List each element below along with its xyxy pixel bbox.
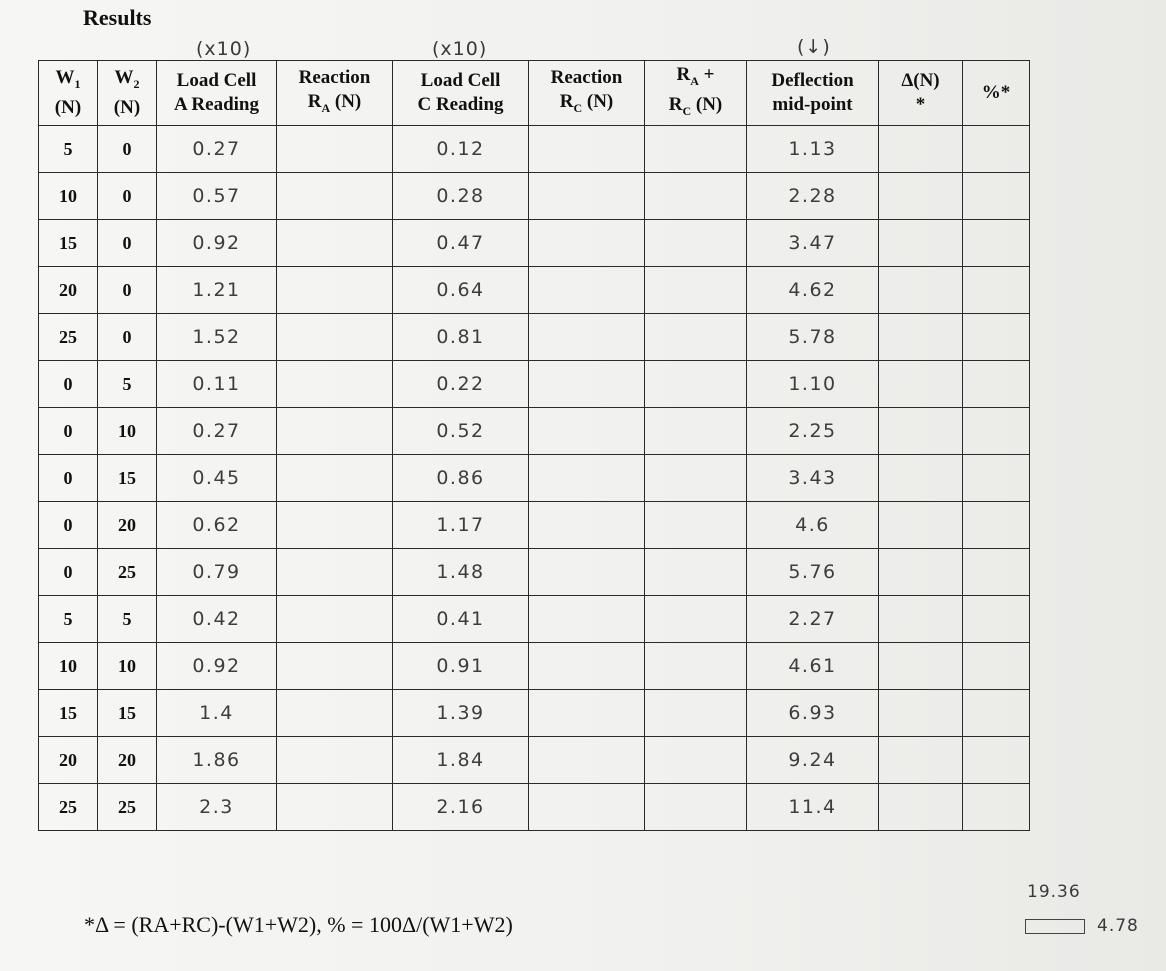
cell-w1: 0: [39, 455, 98, 502]
cell-load-cell-c: 0.81: [393, 314, 529, 361]
cell-load-cell-c: 0.64: [393, 267, 529, 314]
cell-load-cell-a: 0.92: [157, 220, 277, 267]
table-row: [39, 173, 1030, 220]
cell-delta: [879, 314, 963, 361]
cell-delta: [879, 126, 963, 173]
header-reaction-rc: Reaction $R_C$ (N): [529, 61, 645, 126]
cell-w1: 25: [39, 784, 98, 831]
cell-load-cell-a: 1.21: [157, 267, 277, 314]
cell-load-cell-c: 0.91: [393, 643, 529, 690]
cell-delta: [879, 643, 963, 690]
header-delta: Δ(N) *: [879, 61, 963, 126]
cell-reaction-rc: [529, 784, 645, 831]
cell-reaction-ra: [277, 126, 393, 173]
cell-load-cell-a: 0.62: [157, 502, 277, 549]
cell-delta: [879, 455, 963, 502]
cell-reaction-rc: [529, 596, 645, 643]
cell-w1: 20: [39, 267, 98, 314]
cell-percent: [963, 596, 1030, 643]
cell-w1: 0: [39, 408, 98, 455]
cell-reaction-rc: [529, 126, 645, 173]
cell-w2: 0: [98, 314, 157, 361]
cell-ra-plus-rc: [645, 173, 747, 220]
cell-w2: 0: [98, 173, 157, 220]
header-ra-plus-rc: $R_A$ + $R_C$ (N): [645, 61, 747, 126]
table-row: [39, 267, 1030, 314]
cell-load-cell-a: 1.52: [157, 314, 277, 361]
header-w1: $W_1$ (N): [39, 61, 98, 126]
cell-reaction-ra: [277, 455, 393, 502]
table-row: [39, 361, 1030, 408]
header-percent: %*: [963, 61, 1030, 126]
cell-delta: [879, 690, 963, 737]
cell-load-cell-c: 0.12: [393, 126, 529, 173]
table-row: [39, 596, 1030, 643]
cell-load-cell-c: 0.47: [393, 220, 529, 267]
cell-reaction-rc: [529, 690, 645, 737]
cell-ra-plus-rc: [645, 361, 747, 408]
cell-percent: [963, 220, 1030, 267]
cell-w2: 25: [98, 549, 157, 596]
cell-reaction-rc: [529, 361, 645, 408]
cell-w1: 15: [39, 220, 98, 267]
results-table: [38, 60, 1030, 831]
margin-note-box: [1025, 919, 1085, 934]
cell-reaction-ra: [277, 737, 393, 784]
cell-percent: [963, 455, 1030, 502]
cell-deflection: 3.43: [747, 455, 879, 502]
cell-percent: [963, 549, 1030, 596]
margin-note-side: 4.78: [1097, 916, 1139, 936]
cell-percent: [963, 784, 1030, 831]
cell-w2: 5: [98, 596, 157, 643]
table-row: [39, 455, 1030, 502]
cell-percent: [963, 361, 1030, 408]
cell-reaction-ra: [277, 408, 393, 455]
table-row: [39, 314, 1030, 361]
cell-reaction-rc: [529, 314, 645, 361]
cell-deflection: 2.28: [747, 173, 879, 220]
cell-load-cell-a: 2.3: [157, 784, 277, 831]
cell-reaction-ra: [277, 784, 393, 831]
cell-delta: [879, 737, 963, 784]
cell-ra-plus-rc: [645, 126, 747, 173]
cell-load-cell-a: 0.42: [157, 596, 277, 643]
cell-w2: 10: [98, 408, 157, 455]
cell-delta: [879, 220, 963, 267]
cell-reaction-ra: [277, 549, 393, 596]
cell-ra-plus-rc: [645, 690, 747, 737]
cell-reaction-ra: [277, 173, 393, 220]
formula-footnote: *Δ = (RA+RC)-(W1+W2), % = 100Δ/(W1+W2): [84, 912, 513, 937]
cell-ra-plus-rc: [645, 408, 747, 455]
cell-deflection: 6.93: [747, 690, 879, 737]
cell-w1: 25: [39, 314, 98, 361]
cell-load-cell-c: 0.22: [393, 361, 529, 408]
cell-percent: [963, 126, 1030, 173]
cell-deflection: 1.10: [747, 361, 879, 408]
cell-reaction-rc: [529, 643, 645, 690]
cell-reaction-ra: [277, 314, 393, 361]
cell-load-cell-c: 1.48: [393, 549, 529, 596]
cell-load-cell-c: 1.17: [393, 502, 529, 549]
cell-load-cell-a: 1.4: [157, 690, 277, 737]
header-w2: $W_2$ (N): [98, 61, 157, 126]
cell-delta: [879, 408, 963, 455]
cell-ra-plus-rc: [645, 549, 747, 596]
cell-reaction-ra: [277, 220, 393, 267]
cell-reaction-ra: [277, 361, 393, 408]
cell-reaction-rc: [529, 737, 645, 784]
cell-delta: [879, 267, 963, 314]
cell-deflection: 1.13: [747, 126, 879, 173]
cell-load-cell-a: 0.57: [157, 173, 277, 220]
cell-reaction-rc: [529, 455, 645, 502]
header-reaction-ra: Reaction $R_A$ (N): [277, 61, 393, 126]
cell-delta: [879, 502, 963, 549]
cell-load-cell-a: 0.27: [157, 126, 277, 173]
cell-reaction-ra: [277, 267, 393, 314]
cell-percent: [963, 690, 1030, 737]
cell-deflection: 11.4: [747, 784, 879, 831]
cell-delta: [879, 784, 963, 831]
cell-delta: [879, 173, 963, 220]
cell-reaction-rc: [529, 549, 645, 596]
cell-w1: 10: [39, 173, 98, 220]
cell-load-cell-c: 0.86: [393, 455, 529, 502]
cell-percent: [963, 267, 1030, 314]
cell-delta: [879, 596, 963, 643]
cell-deflection: 2.27: [747, 596, 879, 643]
cell-deflection: 9.24: [747, 737, 879, 784]
table-row: [39, 126, 1030, 173]
cell-w2: 25: [98, 784, 157, 831]
cell-deflection: 4.62: [747, 267, 879, 314]
table-row: [39, 737, 1030, 784]
header-load-cell-c: Load Cell C Reading: [393, 61, 529, 126]
table-row: [39, 690, 1030, 737]
cell-reaction-ra: [277, 643, 393, 690]
table-row: [39, 502, 1030, 549]
cell-load-cell-c: 0.41: [393, 596, 529, 643]
table-row: [39, 549, 1030, 596]
cell-load-cell-a: 0.79: [157, 549, 277, 596]
header-deflection: Deflection mid-point: [747, 61, 879, 126]
cell-w1: 15: [39, 690, 98, 737]
table-row: [39, 643, 1030, 690]
margin-note-total: 19.36: [1027, 882, 1081, 902]
cell-w2: 15: [98, 690, 157, 737]
cell-delta: [879, 549, 963, 596]
cell-w1: 5: [39, 126, 98, 173]
cell-reaction-ra: [277, 596, 393, 643]
cell-ra-plus-rc: [645, 502, 747, 549]
cell-w1: 10: [39, 643, 98, 690]
scale-note-load-cell-a: (x10): [196, 38, 252, 60]
cell-w2: 0: [98, 267, 157, 314]
cell-load-cell-c: 0.52: [393, 408, 529, 455]
cell-ra-plus-rc: [645, 314, 747, 361]
table-header-row: [39, 61, 1030, 126]
cell-percent: [963, 314, 1030, 361]
cell-w2: 0: [98, 126, 157, 173]
table-row: [39, 408, 1030, 455]
cell-w1: 5: [39, 596, 98, 643]
cell-deflection: 4.6: [747, 502, 879, 549]
cell-deflection: 2.25: [747, 408, 879, 455]
cell-load-cell-c: 1.39: [393, 690, 529, 737]
section-heading: Results: [83, 5, 152, 30]
cell-w2: 20: [98, 737, 157, 784]
cell-w2: 15: [98, 455, 157, 502]
cell-ra-plus-rc: [645, 596, 747, 643]
table-row: [39, 220, 1030, 267]
cell-ra-plus-rc: [645, 220, 747, 267]
cell-load-cell-a: 0.92: [157, 643, 277, 690]
cell-load-cell-a: 0.27: [157, 408, 277, 455]
cell-w1: 0: [39, 502, 98, 549]
scale-note-load-cell-c: (x10): [432, 38, 488, 60]
table-row: [39, 784, 1030, 831]
cell-ra-plus-rc: [645, 737, 747, 784]
cell-load-cell-c: 2.16: [393, 784, 529, 831]
cell-reaction-rc: [529, 408, 645, 455]
cell-load-cell-a: 0.11: [157, 361, 277, 408]
cell-ra-plus-rc: [645, 784, 747, 831]
cell-percent: [963, 173, 1030, 220]
cell-reaction-ra: [277, 690, 393, 737]
cell-w1: 0: [39, 549, 98, 596]
cell-deflection: 4.61: [747, 643, 879, 690]
cell-ra-plus-rc: [645, 455, 747, 502]
cell-w2: 20: [98, 502, 157, 549]
cell-percent: [963, 737, 1030, 784]
cell-reaction-ra: [277, 502, 393, 549]
cell-reaction-rc: [529, 502, 645, 549]
cell-reaction-rc: [529, 173, 645, 220]
cell-w1: 20: [39, 737, 98, 784]
header-load-cell-a: Load Cell A Reading: [157, 61, 277, 126]
cell-deflection: 3.47: [747, 220, 879, 267]
cell-load-cell-c: 0.28: [393, 173, 529, 220]
cell-load-cell-c: 1.84: [393, 737, 529, 784]
cell-load-cell-a: 1.86: [157, 737, 277, 784]
cell-reaction-rc: [529, 220, 645, 267]
cell-deflection: 5.78: [747, 314, 879, 361]
cell-delta: [879, 361, 963, 408]
cell-percent: [963, 408, 1030, 455]
cell-deflection: 5.76: [747, 549, 879, 596]
cell-w1: 0: [39, 361, 98, 408]
cell-w2: 5: [98, 361, 157, 408]
cell-ra-plus-rc: [645, 643, 747, 690]
cell-percent: [963, 643, 1030, 690]
direction-note-deflection: (↓): [797, 36, 831, 58]
cell-ra-plus-rc: [645, 267, 747, 314]
cell-load-cell-a: 0.45: [157, 455, 277, 502]
cell-reaction-rc: [529, 267, 645, 314]
cell-w2: 0: [98, 220, 157, 267]
cell-percent: [963, 502, 1030, 549]
cell-w2: 10: [98, 643, 157, 690]
